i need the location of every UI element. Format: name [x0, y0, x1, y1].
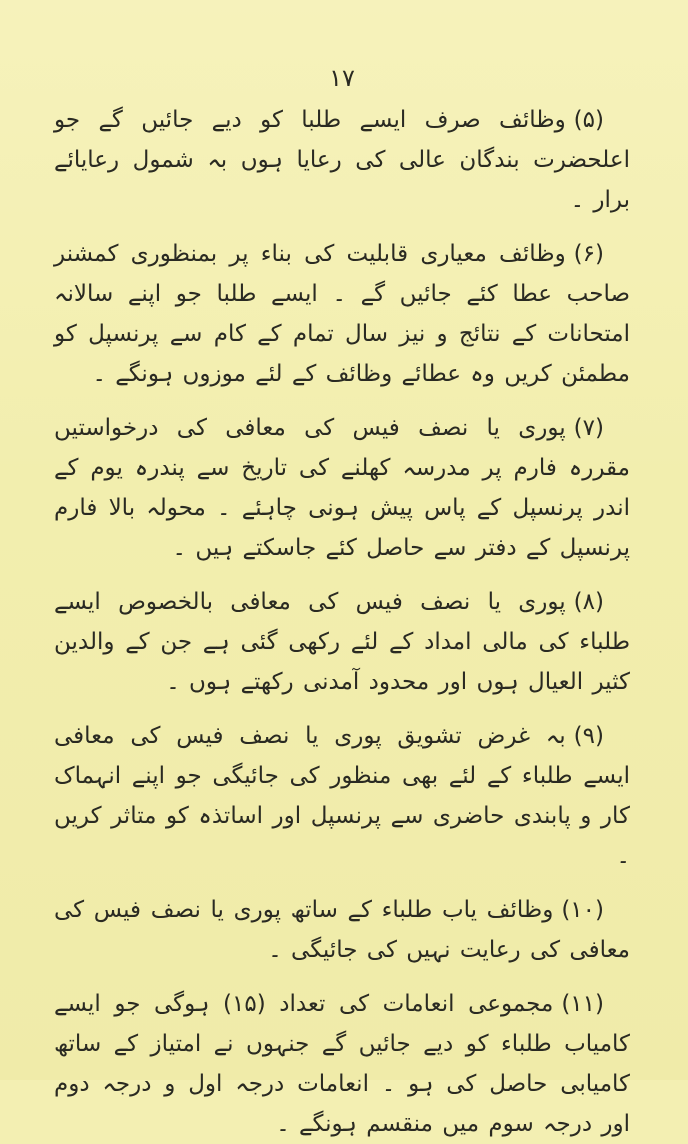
- item-text: پوری یا نصف فیس کی معافی بالخصوص ایسے طلباء کی مالی امداد کے لئے رکھی گئی ہے جن کے والدین کثیر العیال ہوں اور محدود آمدنی رکھتے ہوں ۔: [54, 589, 630, 695]
- regulation-item-10: [54, 890, 630, 970]
- item-text: وظائف معیاری قابلیت کی بناء پر بمنظوری کمشنر صاحب عطا کئے جائیں گے ۔ ایسے طلبا جو اپنے سالانہ امتحانات کے نتائج و نیز سال تمام کے کام سے پرنسپل کو مطمئن کریں وہ عطائے وظائف کے لئے موزوں ہونگے ۔: [54, 241, 630, 387]
- regulation-item-9: [54, 716, 630, 876]
- item-number: (۱۰): [561, 897, 604, 923]
- item-text: پوری یا نصف فیس کی معافی کی درخواستیں مقررہ فارم پر مدرسہ کھلنے کی تاریخ سے پندرہ یوم کے اندر پرنسپل کے پاس پیش ہونی چاہئے ۔ محولہ بالا فارم پرنسپل کے دفتر سے حاصل کئے جاسکتے ہیں ۔: [54, 415, 630, 561]
- page-number: ۱۷: [329, 64, 355, 92]
- regulation-list: [54, 100, 630, 1144]
- item-number: (۸): [573, 589, 604, 615]
- item-text: بہ غرض تشویق پوری یا نصف فیس کی معافی ایسے طلباء کے لئے بھی منظور کی جائیگی جو اپنے انہماک کار و پابندی حاضری سے پرنسپل اور اساتذہ کو متاثر کریں ۔: [54, 723, 630, 869]
- item-number: (۶): [573, 241, 604, 267]
- item-text: وظائف یاب طلباء کے ساتھ پوری یا نصف فیس کی معافی کی رعایت نہیں کی جائیگی ۔: [54, 897, 630, 963]
- regulation-item-5: [54, 100, 630, 220]
- item-number: (۹): [573, 723, 604, 749]
- regulation-item-8: [54, 582, 630, 702]
- item-text: مجموعی انعامات کی تعداد (۱۵) ہوگی جو ایسے کامیاب طلباء کو دیے جائیں گے جنہوں نے امتیاز کے ساتھ کامیابی حاصل کی ہو ۔ انعامات درجہ اول و درجہ دوم اور درجہ سوم میں منقسم ہونگے ۔: [54, 991, 630, 1137]
- item-text: وظائف صرف ایسے طلبا کو دیے جائیں گے جو اعلحضرت بندگان عالی کی رعایا ہوں بہ شمول رعایائے برار ۔: [54, 107, 630, 213]
- regulation-item-6: [54, 234, 630, 394]
- item-number: (۱۱): [561, 991, 604, 1017]
- item-number: (۷): [573, 415, 604, 441]
- regulation-item-11: [54, 984, 630, 1144]
- regulation-item-7: [54, 408, 630, 568]
- item-number: (۵): [573, 107, 604, 133]
